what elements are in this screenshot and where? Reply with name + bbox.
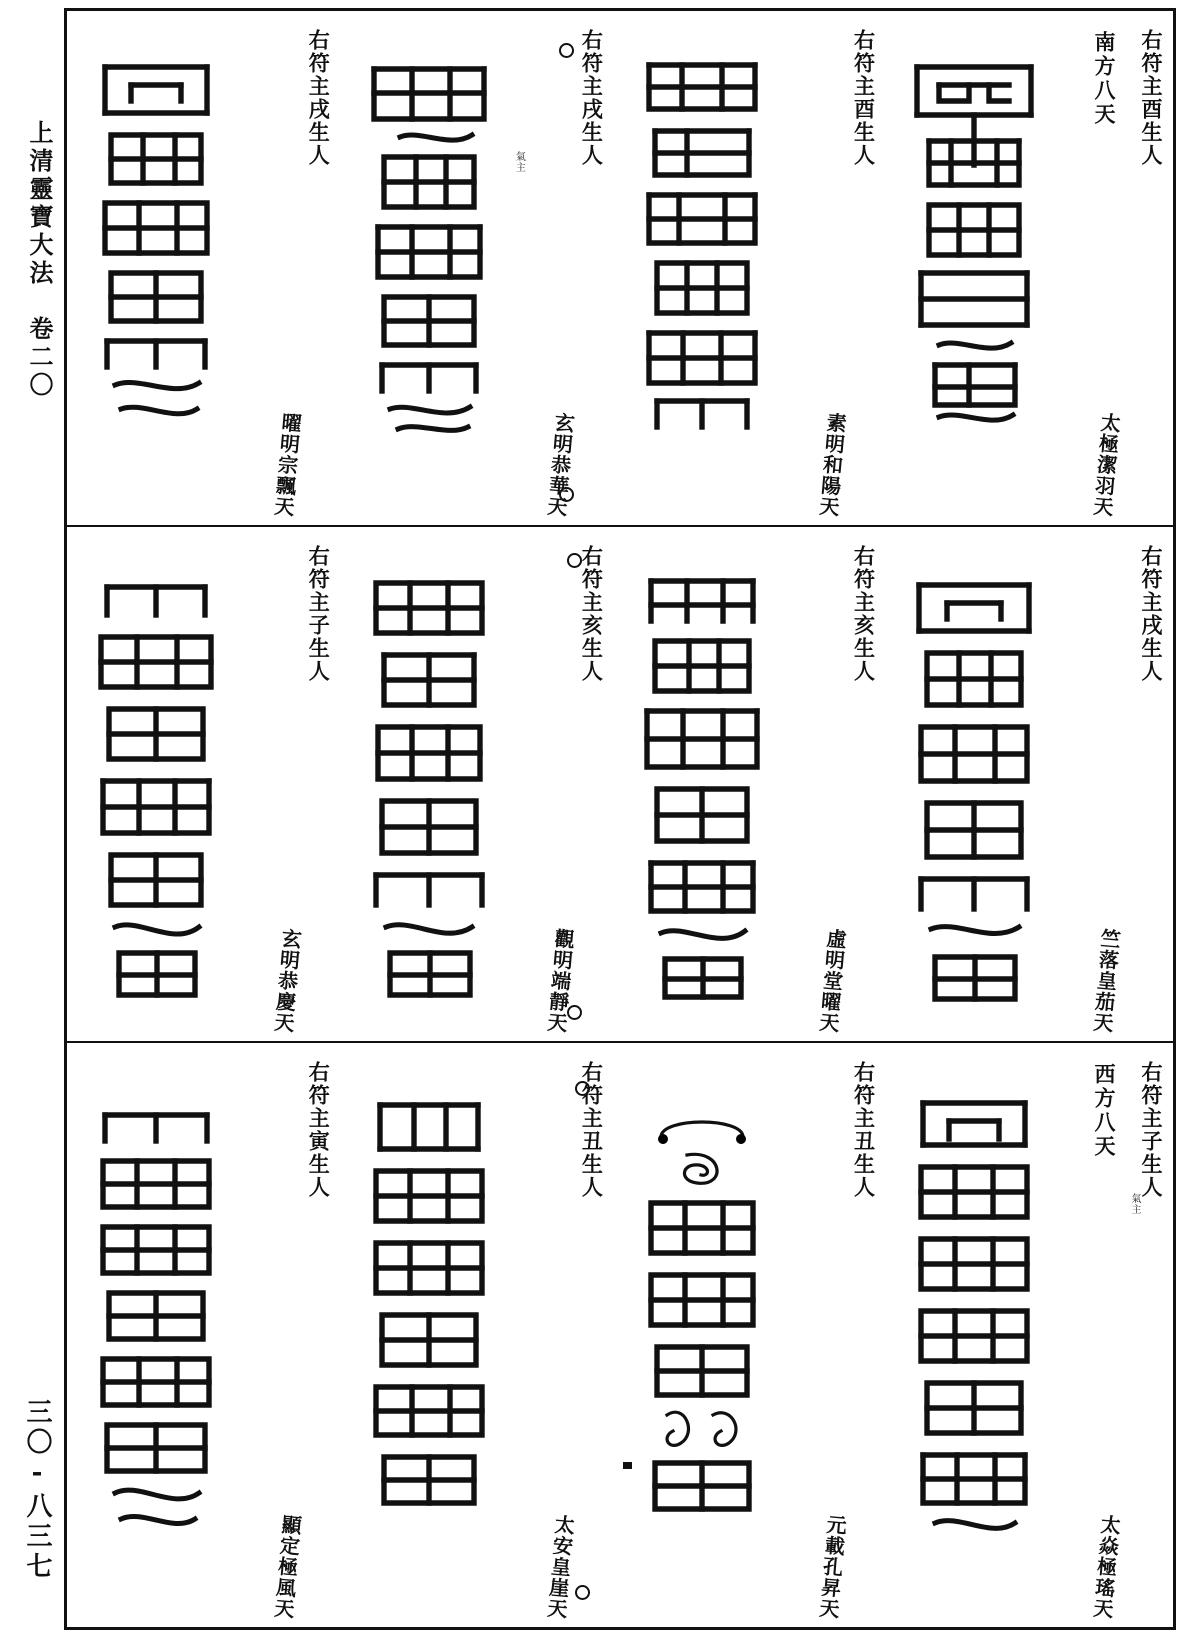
seal-script-drawing: [899, 45, 1049, 445]
registration-mark: [559, 43, 574, 58]
heaven-name: 太焱極瑤天: [1089, 1513, 1123, 1621]
talisman-seal-glyph: [899, 1079, 1049, 1549]
seal-script-drawing: [899, 561, 1049, 1011]
talisman-caption: 右符主子生人: [1139, 1061, 1164, 1199]
talisman-seal-glyph: [627, 45, 777, 445]
seal-script-drawing: [81, 1095, 231, 1545]
talisman-caption: 右符主酉生人: [851, 29, 877, 167]
registration-mark: [575, 1585, 590, 1600]
seal-script-drawing: [354, 45, 504, 445]
talisman-caption: 右符主亥生人: [851, 545, 877, 683]
talisman-subcaption: 西方八天: [1092, 1063, 1117, 1159]
talisman-row: [67, 527, 1173, 1043]
seal-script-drawing: [81, 561, 231, 1011]
talisman-cell[interactable]: [340, 11, 613, 525]
talisman-seal-glyph: [81, 561, 231, 1011]
talisman-seal-glyph: [354, 561, 504, 1011]
registration-mark: [575, 1081, 590, 1096]
talisman-cell[interactable]: [67, 11, 340, 525]
registration-mark: [559, 487, 574, 502]
talisman-caption: 右符主亥生人: [579, 545, 605, 683]
talisman-cell[interactable]: [340, 1043, 613, 1627]
talisman-caption: 右符主子生人: [306, 545, 332, 683]
seal-script-drawing: [354, 1083, 504, 1533]
talisman-annotation: 氣主: [513, 151, 525, 173]
talisman-caption: 右符主寅生人: [306, 1061, 332, 1199]
talisman-row: [67, 1043, 1173, 1627]
talisman-row: [67, 11, 1173, 527]
seal-script-drawing: [627, 561, 777, 1011]
talisman-cell[interactable]: [340, 527, 613, 1041]
talisman-seal-glyph: [899, 561, 1049, 1011]
talisman-cell[interactable]: [67, 527, 340, 1041]
seal-script-drawing: [899, 1079, 1049, 1549]
heaven-name: 玄明恭華天: [543, 411, 577, 519]
talisman-seal-glyph: [899, 45, 1049, 445]
heaven-name: 元載孔昇天: [815, 1513, 849, 1621]
heaven-name: 太安皇崖天: [543, 1513, 577, 1621]
talisman-caption: 右符主丑生人: [579, 1061, 605, 1199]
page-frame: [64, 8, 1176, 1630]
talisman-cell[interactable]: [885, 11, 1173, 525]
talisman-seal-glyph: [354, 45, 504, 445]
page-number: 三〇-八三七: [22, 1398, 52, 1582]
heaven-name: 觀明端靜天: [543, 927, 577, 1035]
registration-mark: [623, 1462, 632, 1469]
talisman-seal-glyph: [627, 561, 777, 1011]
talisman-caption: 右符主丑生人: [851, 1061, 877, 1199]
heaven-name: 太極潔羽天: [1089, 411, 1123, 519]
talisman-cell[interactable]: [613, 1043, 885, 1627]
talisman-seal-glyph: [81, 1095, 231, 1545]
registration-mark: [567, 1005, 582, 1020]
talisman-seal-glyph: [627, 1103, 777, 1543]
talisman-caption: 右符主酉生人: [1139, 29, 1164, 167]
book-title: 上清靈寶大法 卷二〇: [25, 120, 54, 400]
talisman-annotation: 氣主: [1129, 1193, 1140, 1215]
heaven-name: 竺落皇茄天: [1089, 927, 1123, 1035]
talisman-seal-glyph: [81, 45, 231, 445]
seal-script-drawing: [627, 45, 777, 445]
talisman-cell[interactable]: [67, 1043, 340, 1627]
talisman-caption: 右符主戌生人: [306, 29, 332, 167]
heaven-name: 玄明恭慶天: [270, 927, 304, 1035]
talisman-subcaption: 南方八天: [1092, 31, 1117, 127]
talisman-cell[interactable]: [613, 527, 885, 1041]
registration-mark: [567, 553, 582, 568]
talisman-seal-glyph: [354, 1083, 504, 1533]
heaven-name: 顯定極風天: [270, 1513, 304, 1621]
talisman-cell[interactable]: [613, 11, 885, 525]
seal-script-drawing: [81, 45, 231, 445]
heaven-name: 虛明堂曜天: [815, 927, 849, 1035]
talisman-cell[interactable]: [885, 527, 1173, 1041]
talisman-caption: 右符主戌生人: [1139, 545, 1164, 683]
talisman-cell[interactable]: [885, 1043, 1173, 1627]
heaven-name: 曜明宗飄天: [270, 411, 304, 519]
talisman-caption: 右符主戌生人: [579, 29, 605, 167]
seal-script-drawing: [627, 1103, 777, 1543]
heaven-name: 素明和陽天: [815, 411, 849, 519]
seal-script-drawing: [354, 561, 504, 1011]
left-margin: [0, 0, 64, 1642]
